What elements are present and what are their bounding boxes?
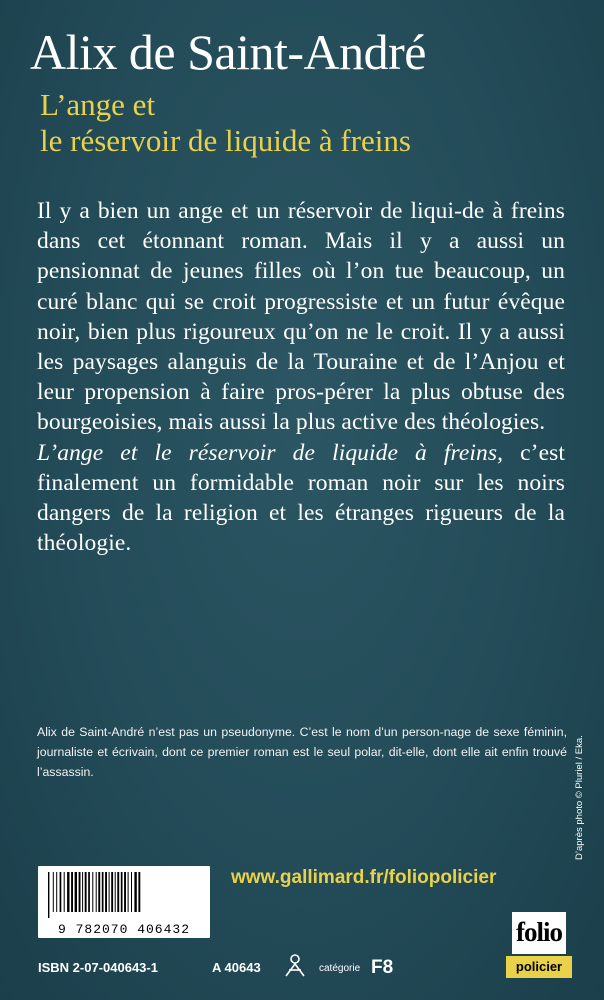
author-bio: Alix de Saint-André n’est pas un pseudonyme. C’est le nom d’un person-nage de sexe féminin, journaliste et écrivain, dont ce premier roman est le seul polar, dit-elle, dont elle ait enfin trouvé l’assassin. (37, 725, 567, 779)
barcode (38, 866, 210, 938)
category-label: catégorie (319, 963, 361, 974)
barcode-bar (109, 872, 110, 912)
blurb (37, 196, 565, 558)
barcode-bar (71, 872, 73, 912)
barcode-bar (96, 872, 97, 912)
barcode-number: 9 782070 406432 (57, 922, 191, 937)
barcode-bar (79, 872, 81, 912)
barcode-bar (131, 872, 132, 912)
isbn: ISBN 2-07-040643-1 (38, 960, 158, 975)
barcode-bar (92, 872, 93, 912)
blurb-paragraph-2-text: , c’est finalement un formidable roman noir sur les noirs dangers de la religion et les étranges rigueurs de la théologie. (37, 439, 565, 557)
folio-policier-logo (506, 912, 572, 978)
blurb-paragraph-2 (37, 438, 565, 559)
barcode-bar (56, 872, 57, 912)
folio-logo-text: folio (512, 912, 566, 954)
barcode-bar (134, 872, 136, 912)
barcode-bar (53, 872, 54, 912)
gallimard-mark-icon (282, 952, 308, 978)
title-line-1: L’ange et (40, 87, 156, 122)
barcode-bar (85, 872, 87, 912)
blurb-italic-title: L’ange et le réservoir de liquide à freins (37, 439, 498, 466)
barcode-bar (48, 872, 49, 918)
policier-logo-text: policier (506, 956, 572, 978)
barcode-bar (82, 872, 83, 912)
barcode-bar (138, 872, 140, 912)
website-link[interactable]: www.gallimard.fr/foliopolicier (231, 867, 497, 888)
barcode-bar (115, 872, 116, 912)
product-code: A 40643 (212, 960, 261, 975)
barcode-bar (60, 872, 62, 912)
barcode-bar (98, 872, 100, 912)
author-name: Alix de Saint-André (30, 24, 426, 80)
title-line-2: le réservoir de liquide à freins (40, 123, 411, 158)
barcode-bar (124, 872, 126, 912)
barcode-bar (121, 872, 123, 912)
barcode-bar (67, 872, 69, 912)
barcode-bar (75, 872, 77, 912)
category-value: F8 (371, 957, 394, 978)
barcode-bar (111, 872, 113, 912)
barcode-bar (128, 872, 129, 912)
barcode-bar (64, 872, 65, 912)
barcode-bar (88, 872, 90, 912)
barcode-bar (117, 872, 119, 912)
photo-credit: D’après photo © Pluriel / Eka. (574, 735, 585, 860)
blurb-paragraph-1: Il y a bien un ange et un réservoir de liqui-de à freins dans cet étonnant roman. Mais il y a aussi un pensionnat de jeunes filles où l’on tue beaucoup, un curé blanc qui se croit progressiste et un futur évêque noir, bien plus rigoureux qu’on ne le croit. Il y a aussi les paysages alanguis de la Touraine et de l’Anjou et leur propension à faire pros-pérer la plus obtuse des bourgeoisies, mais aussi la plus active des théologies. (37, 198, 565, 436)
barcode-bars (46, 872, 202, 918)
barcode-bar (102, 872, 104, 912)
book-title (40, 87, 411, 159)
barcode-bar (105, 872, 107, 912)
